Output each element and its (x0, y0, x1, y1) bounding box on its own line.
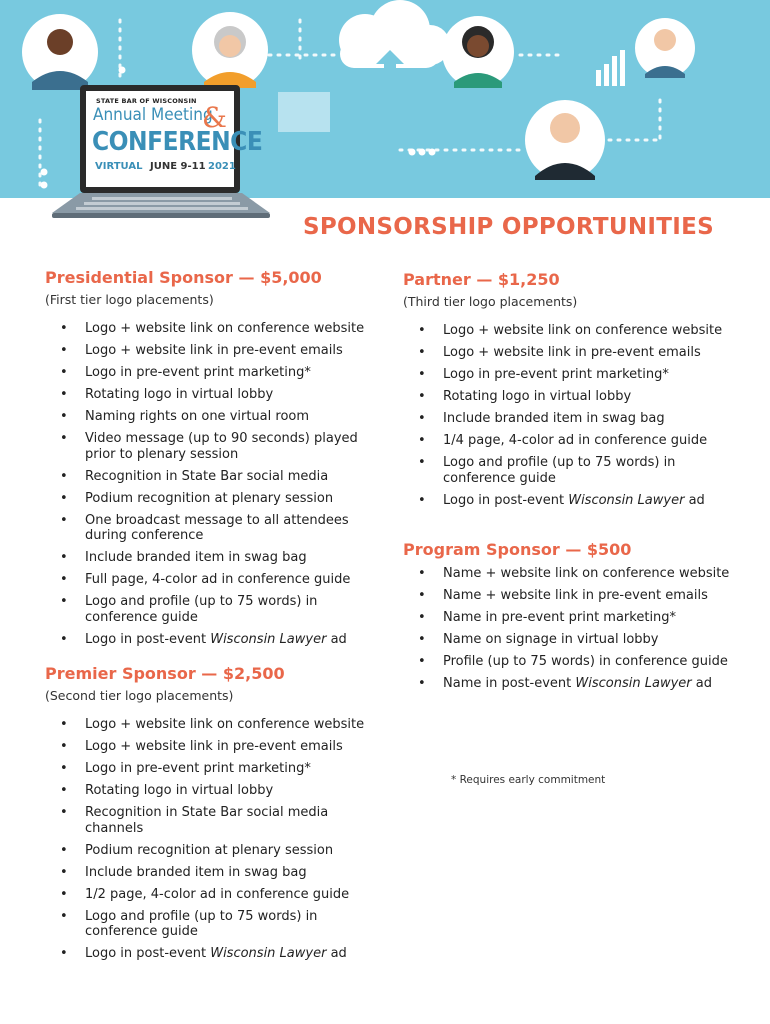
list-item-text: Name + website link in pre-event emails (443, 588, 708, 603)
list-item-text: Recognition in State Bar social media channels (85, 805, 329, 836)
list-item-text: 1/2 page, 4-color ad in conference guide (85, 886, 350, 902)
bullet-icon: • (60, 365, 68, 380)
list-item-text: One broadcast message to all attendees during conference (85, 512, 349, 543)
bullet-icon: • (418, 389, 426, 404)
logo-ampersand: & (202, 101, 227, 134)
logo-virtual: VIRTUAL (95, 161, 143, 172)
premier-subtitle: (Second tier logo placements) (45, 688, 234, 703)
list-item-text: Name + website link on conference website (443, 566, 730, 581)
bullet-icon: • (60, 409, 68, 424)
list-item (45, 431, 390, 462)
bullet-icon: • (60, 886, 68, 902)
bullet-icon: • (60, 343, 68, 358)
partner-section (403, 270, 733, 515)
list-item-text: Logo in post-event (443, 492, 569, 508)
page-title: SPONSORSHIP OPPORTUNITIES (303, 214, 714, 240)
list-item-text: Profile (up to 75 words) in conference guide (443, 654, 728, 669)
bullet-icon: • (418, 433, 426, 448)
bullet-icon: • (60, 387, 68, 402)
list-item-text: Logo + website link in pre-event emails (85, 343, 343, 358)
chat-bubble-icon (278, 92, 330, 132)
avatar-woman-older (192, 12, 268, 88)
list-item (45, 343, 390, 359)
bullet-icon: • (60, 717, 68, 732)
footnote: * Requires early commitment (451, 774, 606, 786)
list-item (45, 513, 390, 544)
list-item (403, 610, 733, 626)
presidential-title: Presidential Sponsor — $5,000 (45, 268, 322, 287)
list-item-text: Rotating logo in virtual lobby (443, 389, 632, 404)
list-item (403, 455, 733, 486)
list-item (403, 676, 733, 692)
logo-year: 2021 (208, 161, 236, 172)
program-title: Program Sponsor — $500 (403, 540, 632, 559)
list-item-text: Logo in pre-event print marketing* (85, 761, 311, 776)
list-item (45, 321, 390, 337)
list-item-text: 1/4 page, 4-color ad in conference guide (443, 433, 708, 448)
avatar-woman-young (442, 16, 514, 88)
list-item (403, 566, 733, 582)
avatar-man-suit (525, 100, 605, 180)
bullet-icon: • (60, 468, 68, 484)
bullet-icon: • (60, 805, 68, 820)
list-item (45, 739, 390, 755)
list-item-text: Logo and profile (up to 75 words) in conference guide (85, 594, 318, 625)
premier-benefits (45, 717, 390, 962)
list-item (45, 761, 390, 777)
list-item-text: Include branded item in swag bag (85, 550, 307, 565)
partner-subtitle: (Third tier logo placements) (403, 294, 578, 309)
list-item (403, 411, 733, 427)
list-item-suffix: ad (326, 946, 347, 961)
bullet-icon: • (418, 566, 426, 581)
list-item (45, 909, 390, 940)
list-item (45, 409, 390, 425)
bullet-icon: • (60, 946, 68, 961)
bullet-icon: • (60, 550, 68, 565)
list-item-text: Recognition in State Bar social media (85, 468, 329, 484)
publication-name: Wisconsin Lawyer (575, 676, 692, 691)
bullet-icon: • (60, 908, 68, 924)
list-item (45, 865, 390, 881)
bar-chart-icon (596, 50, 625, 86)
list-item-text: Naming rights on one virtual room (85, 409, 310, 424)
partner-title: Partner — $1,250 (403, 270, 560, 289)
list-item-text: Logo in pre-event print marketing* (85, 365, 311, 380)
list-item-suffix: ad (326, 631, 347, 647)
list-item-text: Include branded item in swag bag (443, 411, 665, 426)
list-item (45, 843, 390, 859)
list-item (403, 632, 733, 648)
list-item (403, 323, 733, 339)
bullet-icon: • (60, 864, 68, 880)
list-item-text: Logo and profile (up to 75 words) in conference guide (443, 455, 676, 486)
avatar-man-2 (635, 18, 695, 78)
list-item-text: Name on signage in virtual lobby (443, 632, 659, 647)
bullet-icon: • (60, 761, 68, 776)
list-item (45, 550, 390, 566)
bullet-icon: • (418, 367, 426, 382)
bullet-icon: • (60, 321, 68, 336)
bullet-icon: • (418, 323, 426, 338)
bullet-icon: • (418, 345, 426, 360)
bullet-icon: • (60, 783, 68, 798)
list-item-text: Logo in post-event (85, 631, 211, 647)
list-item (403, 588, 733, 604)
list-item (403, 389, 733, 405)
bullet-icon: • (418, 455, 426, 470)
logo-conference: CONFERENCE (92, 127, 263, 157)
program-section (403, 540, 733, 698)
presidential-section (45, 268, 390, 654)
program-benefits (403, 566, 733, 692)
bullet-icon: • (60, 490, 68, 506)
list-item-text: Name in pre-event print marketing* (443, 610, 677, 625)
list-item-text: Logo + website link on conference website (85, 321, 365, 336)
list-item-text: Logo + website link on conference website (443, 323, 723, 338)
list-item-text: Video message (up to 90 seconds) played prior to plenary session (85, 431, 358, 462)
bullet-icon: • (418, 676, 426, 691)
bullet-icon: • (60, 631, 68, 647)
list-item (45, 805, 390, 836)
laptop-screen (80, 85, 263, 193)
premier-title: Premier Sponsor — $2,500 (45, 664, 285, 683)
list-item-text: Logo in post-event (85, 946, 211, 961)
bullet-icon: • (418, 492, 426, 508)
list-item-text: Include branded item in swag bag (85, 864, 307, 880)
list-item (45, 365, 390, 381)
list-item (403, 367, 733, 383)
publication-name: Wisconsin Lawyer (568, 492, 685, 508)
list-item-text: Logo in pre-event print marketing* (443, 367, 669, 382)
list-item (45, 572, 390, 588)
logo-dates: JUNE 9-11 (150, 161, 206, 172)
presidential-benefits (45, 321, 390, 647)
list-item (45, 594, 390, 625)
bullet-icon: • (60, 431, 68, 446)
logo-annual-meeting: Annual Meeting (93, 105, 213, 125)
list-item-text: Rotating logo in virtual lobby (85, 783, 274, 798)
list-item-text: Name in post-event (443, 676, 576, 691)
list-item-text: Rotating logo in virtual lobby (85, 387, 274, 402)
list-item (45, 783, 390, 799)
bullet-icon: • (60, 842, 68, 858)
bullet-icon: • (60, 739, 68, 754)
publication-name: Wisconsin Lawyer (210, 631, 327, 647)
list-item (403, 433, 733, 449)
list-item-text: Logo + website link in pre-event emails (85, 739, 343, 754)
bullet-icon: • (418, 654, 426, 669)
presidential-subtitle: (First tier logo placements) (45, 292, 214, 307)
bullet-icon: • (418, 588, 426, 603)
list-item (45, 887, 390, 903)
list-item (45, 469, 390, 485)
list-item-text: Podium recognition at plenary session (85, 842, 334, 858)
list-item-text: Logo + website link on conference website (85, 717, 365, 732)
partner-benefits (403, 323, 733, 508)
avatar-man-1 (22, 14, 98, 90)
list-item (45, 387, 390, 403)
laptop-keyboard-icon (52, 193, 270, 219)
bullet-icon: • (60, 594, 68, 609)
list-item-suffix: ad (691, 676, 712, 691)
list-item-suffix: ad (684, 492, 705, 508)
list-item-text: Full page, 4-color ad in conference guide (85, 572, 351, 587)
list-item-text: Podium recognition at plenary session (85, 490, 334, 506)
list-item (45, 491, 390, 507)
list-item-text: Logo + website link in pre-event emails (443, 345, 701, 360)
premier-section (45, 664, 390, 968)
list-item (45, 717, 390, 733)
publication-name: Wisconsin Lawyer (210, 946, 327, 961)
list-item (45, 946, 390, 962)
list-item (403, 654, 733, 670)
list-item (403, 345, 733, 361)
bullet-icon: • (418, 610, 426, 625)
logo-org: STATE BAR OF WISCONSIN (96, 97, 197, 105)
bullet-icon: • (60, 512, 68, 528)
list-item-text: Logo and profile (up to 75 words) in conference guide (85, 908, 318, 939)
list-item (403, 493, 733, 509)
bullet-icon: • (418, 632, 426, 647)
bullet-icon: • (60, 572, 68, 587)
bullet-icon: • (418, 411, 426, 426)
list-item (45, 632, 390, 648)
